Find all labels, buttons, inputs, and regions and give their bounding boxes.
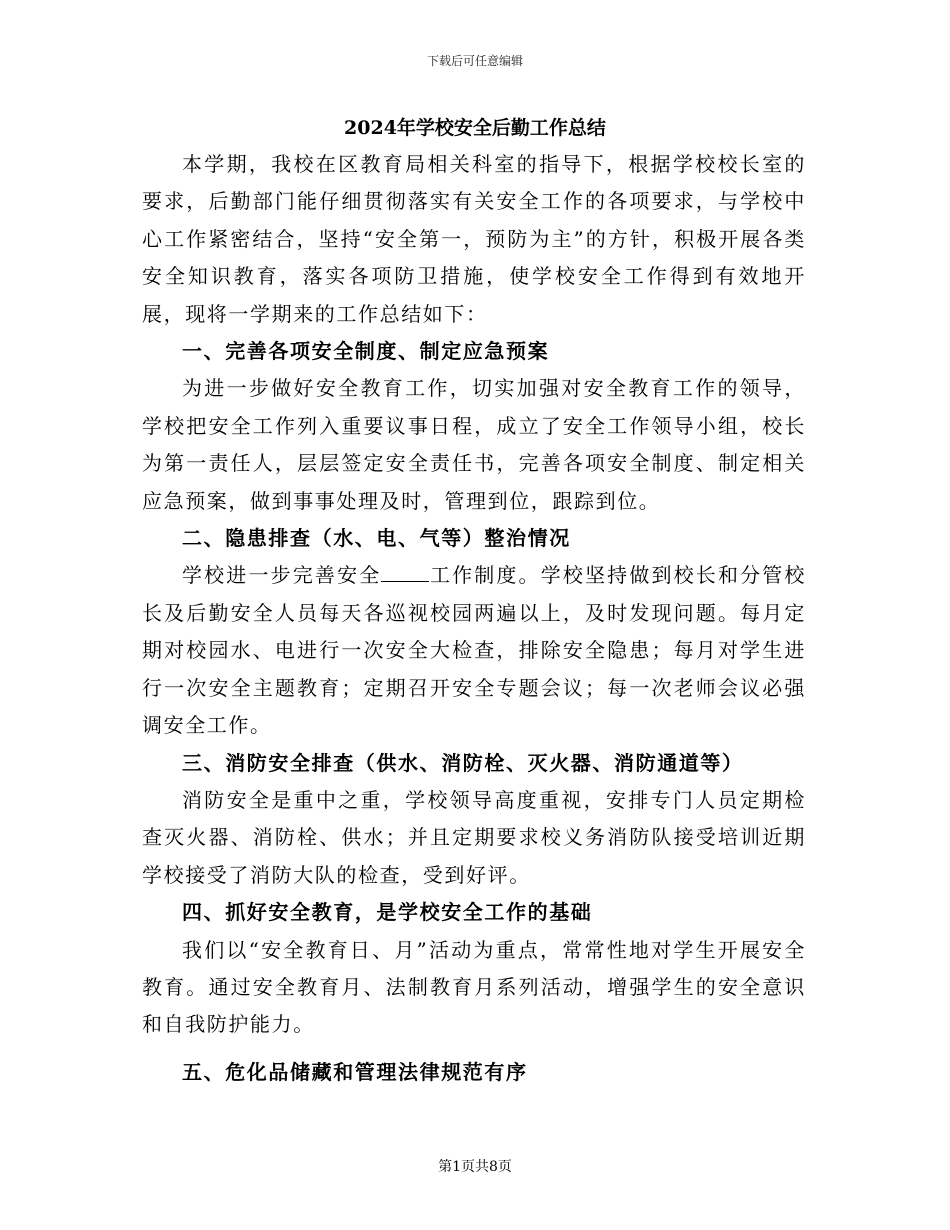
section-1-paragraph: 为进一步做好安全教育工作，切实加强对安全教育工作的领导，学校把安全工作列入重要议事日程，成立了安全工作领导小组，校长为第一责任人，层层签定安全责任书，完善各项安全制度、制定相关应急预案，做到事事处理及时，管理到位，跟踪到位。 xyxy=(142,376,806,513)
section-4-heading: 四、抓好安全教育，是学校安全工作的基础 xyxy=(182,900,593,925)
section-2-heading: 二、隐患排查（水、电、气等）整治情况 xyxy=(182,526,571,551)
page-number: 第1页共8页 xyxy=(438,1159,512,1175)
section-5-heading: 五、危化品储藏和管理法律规范有序 xyxy=(182,1059,528,1084)
section-2-text-start: 学校进一步完善安全 xyxy=(182,563,382,588)
section-3-heading: 三、消防安全排查（供水、消防栓、灭火器、消防通道等） xyxy=(182,750,744,775)
section-3-paragraph: 消防安全是重中之重，学校领导高度重视，安排专门人员定期检查灭火器、消防栓、供水；并且定期要求校义务消防队接受培训近期学校接受了消防大队的检查，受到好评。 xyxy=(142,787,806,887)
document-title: 2024年学校安全后勤工作总结 xyxy=(344,117,606,139)
section-1-heading: 一、完善各项安全制度、制定应急预案 xyxy=(182,339,550,364)
page-header-note: 下载后可任意编辑 xyxy=(426,54,523,68)
document-body xyxy=(142,146,806,1091)
intro-paragraph: 本学期，我校在区教育局相关科室的指导下，根据学校校长室的要求，后勤部门能仔细贯彻落实有关安全工作的各项要求，与学校中心工作紧密结合，坚持“安全第一，预防为主”的方针，积极开展各类安全知识教育，落实各项防卫措施，使学校安全工作得到有效地开展，现将一学期来的工作总结如下： xyxy=(142,152,806,326)
fill-in-blank-line xyxy=(381,580,429,582)
section-4-paragraph: 我们以“安全教育日、月”活动为重点，常常性地对学生开展安全教育。通过安全教育月、法制教育月系列活动，增强学生的安全意识和自我防护能力。 xyxy=(142,937,806,1037)
section-2-text-end: 工作制度。学校坚持做到校长和分管校长及后勤安全人员每天各巡视校园两遍以上，及时发现问题。每月定期对校园水、电进行一次安全大检查，排除安全隐患；每月对学生进行一次安全主题教育；定期召开安全专题会议；每一次老师会议必强调安全工作。 xyxy=(142,563,806,738)
section-2-paragraph xyxy=(142,557,806,744)
